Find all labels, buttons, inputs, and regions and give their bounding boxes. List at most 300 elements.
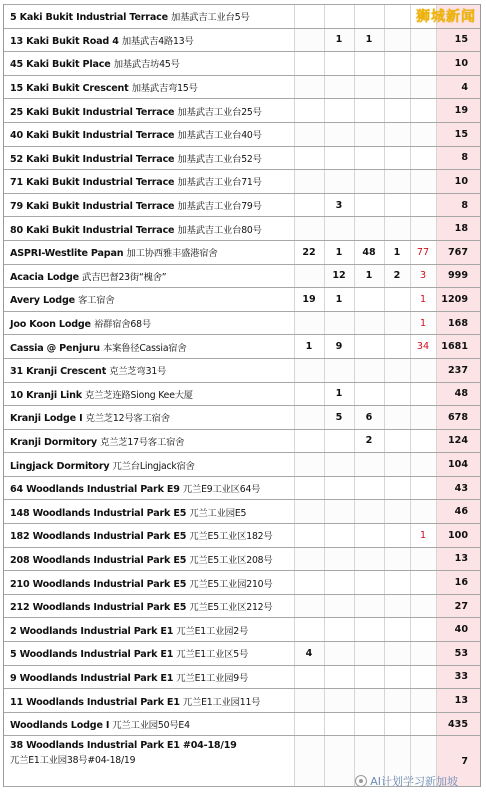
location-english-name: Avery Lodge bbox=[10, 295, 75, 307]
count-cell-5: 1 bbox=[410, 524, 436, 548]
count-cell-1 bbox=[294, 476, 324, 500]
count-cell-4 bbox=[384, 665, 410, 689]
total-cases-cell: 15 bbox=[436, 28, 480, 52]
total-cases-cell: 15 bbox=[436, 122, 480, 146]
total-cases-cell: 678 bbox=[436, 406, 480, 430]
count-cell-3 bbox=[354, 382, 384, 406]
count-cell-1 bbox=[294, 99, 324, 123]
table-row bbox=[4, 500, 480, 524]
count-cell-5 bbox=[410, 618, 436, 642]
watermark-text: AI计划学习新加坡 bbox=[370, 775, 458, 788]
count-cell-4 bbox=[384, 170, 410, 194]
location-chinese-name: 兀兰E1工业园9号 bbox=[176, 672, 249, 684]
count-cell-5 bbox=[410, 193, 436, 217]
location-english-name: Kranji Lodge I bbox=[10, 413, 83, 425]
count-cell-5 bbox=[410, 500, 436, 524]
count-cell-5 bbox=[410, 75, 436, 99]
count-cell-4 bbox=[384, 52, 410, 76]
count-cell-1 bbox=[294, 264, 324, 288]
count-cell-5 bbox=[410, 453, 436, 477]
count-cell-5 bbox=[410, 146, 436, 170]
count-cell-2 bbox=[324, 547, 354, 571]
location-english-name: 31 Kranji Crescent bbox=[10, 366, 107, 378]
total-cases-cell: 8 bbox=[436, 193, 480, 217]
table-row bbox=[4, 52, 480, 76]
location-english-name: 25 Kaki Bukit Industrial Terrace bbox=[10, 106, 175, 118]
count-cell-1 bbox=[294, 429, 324, 453]
count-cell-2 bbox=[324, 52, 354, 76]
count-cell-3 bbox=[354, 571, 384, 595]
total-cases-cell: 1681 bbox=[436, 335, 480, 359]
location-name-cell bbox=[4, 642, 294, 666]
table-row bbox=[4, 240, 480, 264]
count-cell-2 bbox=[324, 665, 354, 689]
count-cell-1 bbox=[294, 594, 324, 618]
count-cell-3 bbox=[354, 311, 384, 335]
location-name-cell bbox=[4, 382, 294, 406]
total-cases-cell: 1209 bbox=[436, 288, 480, 312]
table-row bbox=[4, 618, 480, 642]
location-english-name: Cassia @ Penjuru bbox=[10, 342, 100, 354]
location-name-cell bbox=[4, 500, 294, 524]
count-cell-3 bbox=[354, 712, 384, 736]
location-chinese-name: 克兰芝17号客工宿舍 bbox=[100, 436, 185, 448]
count-cell-3: 1 bbox=[354, 28, 384, 52]
count-cell-3 bbox=[354, 99, 384, 123]
count-cell-2 bbox=[324, 358, 354, 382]
count-cell-1 bbox=[294, 618, 324, 642]
count-cell-4 bbox=[384, 689, 410, 713]
location-chinese-name: 兀兰E9工业区64号 bbox=[182, 484, 261, 496]
location-name-cell bbox=[4, 217, 294, 241]
count-cell-4 bbox=[384, 358, 410, 382]
count-cell-2: 1 bbox=[324, 288, 354, 312]
count-cell-2 bbox=[324, 712, 354, 736]
location-name-cell bbox=[4, 52, 294, 76]
count-cell-5 bbox=[410, 170, 436, 194]
count-cell-3 bbox=[354, 193, 384, 217]
location-chinese-name: 兀兰工业园50号E4 bbox=[112, 720, 190, 732]
location-english-name: Acacia Lodge bbox=[10, 271, 79, 283]
count-cell-5: 1 bbox=[410, 311, 436, 335]
count-cell-1 bbox=[294, 712, 324, 736]
location-chinese-name: 客工宿舍 bbox=[78, 295, 115, 307]
table-row bbox=[4, 406, 480, 430]
location-chinese-name: 兀兰台Lingjack宿舍 bbox=[112, 460, 195, 472]
table-row bbox=[4, 642, 480, 666]
total-cases-cell: 53 bbox=[436, 642, 480, 666]
location-name-cell bbox=[4, 453, 294, 477]
total-cases-cell: 48 bbox=[436, 382, 480, 406]
total-cases-cell: 19 bbox=[436, 99, 480, 123]
count-cell-5 bbox=[410, 358, 436, 382]
location-chinese-name: 加基武吉工业台5号 bbox=[171, 12, 250, 24]
count-cell-3 bbox=[354, 642, 384, 666]
location-name-cell bbox=[4, 75, 294, 99]
count-cell-1 bbox=[294, 146, 324, 170]
table-row bbox=[4, 311, 480, 335]
total-cases-cell: 33 bbox=[436, 665, 480, 689]
count-cell-1 bbox=[294, 28, 324, 52]
count-cell-3: 6 bbox=[354, 406, 384, 430]
count-cell-4 bbox=[384, 500, 410, 524]
count-cell-1: 4 bbox=[294, 642, 324, 666]
count-cell-3 bbox=[354, 500, 384, 524]
location-english-name: 13 Kaki Bukit Road 4 bbox=[10, 35, 119, 47]
count-cell-2 bbox=[324, 453, 354, 477]
location-chinese-name: 兀兰E1工业园2号 bbox=[176, 625, 249, 637]
location-name-cell bbox=[4, 665, 294, 689]
location-chinese-name: 加基武吉工业台80号 bbox=[177, 224, 262, 236]
count-cell-4 bbox=[384, 453, 410, 477]
location-chinese-name: 加基武吉坊45号 bbox=[113, 59, 180, 71]
location-chinese-name: 武吉巴督23街“槐舍” bbox=[82, 271, 167, 283]
count-cell-5 bbox=[410, 28, 436, 52]
location-chinese-name: 加基武吉工业台25号 bbox=[177, 106, 262, 118]
count-cell-5: 3 bbox=[410, 264, 436, 288]
table-row bbox=[4, 571, 480, 595]
count-cell-3 bbox=[354, 170, 384, 194]
total-cases-cell: 100 bbox=[436, 524, 480, 548]
location-english-name: 10 Kranji Link bbox=[10, 389, 82, 401]
count-cell-2 bbox=[324, 99, 354, 123]
count-cell-3 bbox=[354, 288, 384, 312]
location-name-cell bbox=[4, 335, 294, 359]
count-cell-4 bbox=[384, 524, 410, 548]
count-cell-5 bbox=[410, 429, 436, 453]
count-cell-5 bbox=[410, 406, 436, 430]
count-cell-5 bbox=[410, 665, 436, 689]
table-row bbox=[4, 146, 480, 170]
location-english-name: 212 Woodlands Industrial Park E5 bbox=[10, 602, 187, 614]
count-cell-3 bbox=[354, 5, 384, 29]
count-cell-3: 48 bbox=[354, 240, 384, 264]
total-cases-cell: 16 bbox=[436, 571, 480, 595]
total-cases-cell: 43 bbox=[436, 476, 480, 500]
total-cases-cell: 46 bbox=[436, 500, 480, 524]
table-row bbox=[4, 689, 480, 713]
count-cell-5 bbox=[410, 217, 436, 241]
wechat-icon bbox=[355, 775, 367, 787]
location-name-cell bbox=[4, 28, 294, 52]
count-cell-3 bbox=[354, 217, 384, 241]
location-name-cell bbox=[4, 99, 294, 123]
location-chinese-name: 加工协西雅丰盛港宿舍 bbox=[126, 248, 218, 260]
count-cell-2 bbox=[324, 311, 354, 335]
count-cell-1 bbox=[294, 571, 324, 595]
count-cell-4 bbox=[384, 193, 410, 217]
location-name-cell bbox=[4, 571, 294, 595]
count-cell-2: 1 bbox=[324, 382, 354, 406]
count-cell-2 bbox=[324, 736, 354, 787]
table-row bbox=[4, 453, 480, 477]
location-english-name: 5 Kaki Bukit Industrial Terrace bbox=[10, 12, 168, 24]
table-row bbox=[4, 429, 480, 453]
table-row bbox=[4, 288, 480, 312]
location-name-cell bbox=[4, 712, 294, 736]
count-cell-4 bbox=[384, 217, 410, 241]
total-cases-cell: 168 bbox=[436, 311, 480, 335]
count-cell-4 bbox=[384, 642, 410, 666]
location-english-name: Lingjack Dormitory bbox=[10, 460, 110, 472]
count-cell-5 bbox=[410, 642, 436, 666]
location-english-name: 208 Woodlands Industrial Park E5 bbox=[10, 554, 187, 566]
table-row bbox=[4, 476, 480, 500]
location-name-cell bbox=[4, 193, 294, 217]
location-english-name: 182 Woodlands Industrial Park E5 bbox=[10, 531, 187, 543]
table-row bbox=[4, 358, 480, 382]
count-cell-1 bbox=[294, 193, 324, 217]
count-cell-2 bbox=[324, 476, 354, 500]
count-cell-4 bbox=[384, 476, 410, 500]
count-cell-3 bbox=[354, 524, 384, 548]
table-row bbox=[4, 264, 480, 288]
count-cell-3 bbox=[354, 335, 384, 359]
count-cell-5 bbox=[410, 547, 436, 571]
location-english-name: 15 Kaki Bukit Crescent bbox=[10, 83, 129, 95]
count-cell-4 bbox=[384, 28, 410, 52]
count-cell-4 bbox=[384, 288, 410, 312]
count-cell-5 bbox=[410, 712, 436, 736]
location-chinese-name: 兀兰E1工业区5号 bbox=[176, 649, 249, 661]
count-cell-3 bbox=[354, 453, 384, 477]
count-cell-5 bbox=[410, 476, 436, 500]
count-cell-3 bbox=[354, 122, 384, 146]
table-row bbox=[4, 594, 480, 618]
location-english-name: 40 Kaki Bukit Industrial Terrace bbox=[10, 130, 175, 142]
count-cell-3 bbox=[354, 689, 384, 713]
count-cell-3 bbox=[354, 665, 384, 689]
location-name-cell bbox=[4, 122, 294, 146]
count-cell-1 bbox=[294, 52, 324, 76]
location-english-name: 148 Woodlands Industrial Park E5 bbox=[10, 507, 187, 519]
table-row bbox=[4, 170, 480, 194]
location-english-name: Woodlands Lodge I bbox=[10, 720, 110, 732]
total-cases-cell: 18 bbox=[436, 217, 480, 241]
dormitory-cases-table-sheet bbox=[3, 4, 481, 787]
location-chinese-name: 克兰芝弯31号 bbox=[109, 366, 167, 378]
news-banner-logo: 狮城新闻 bbox=[416, 9, 476, 25]
count-cell-5: 1 bbox=[410, 288, 436, 312]
location-english-name: 80 Kaki Bukit Industrial Terrace bbox=[10, 224, 175, 236]
count-cell-1 bbox=[294, 453, 324, 477]
location-name-cell bbox=[4, 689, 294, 713]
count-cell-4 bbox=[384, 594, 410, 618]
location-name-cell bbox=[4, 5, 294, 29]
count-cell-5 bbox=[410, 382, 436, 406]
count-cell-3 bbox=[354, 476, 384, 500]
count-cell-3 bbox=[354, 618, 384, 642]
count-cell-1 bbox=[294, 5, 324, 29]
table-row bbox=[4, 28, 480, 52]
count-cell-2 bbox=[324, 170, 354, 194]
location-name-cell bbox=[4, 311, 294, 335]
total-cases-cell: 7 bbox=[436, 736, 480, 787]
count-cell-3: 1 bbox=[354, 264, 384, 288]
location-name-cell bbox=[4, 264, 294, 288]
location-name-cell bbox=[4, 288, 294, 312]
location-chinese-name: 兀兰E1工业园38号#04-18/19 bbox=[10, 755, 136, 767]
location-chinese-name: 裕群宿舍68号 bbox=[94, 319, 151, 331]
count-cell-2 bbox=[324, 429, 354, 453]
location-chinese-name: 克兰芝连路Siong Kee大厦 bbox=[85, 389, 193, 401]
location-name-cell bbox=[4, 736, 294, 787]
location-name-cell bbox=[4, 146, 294, 170]
location-chinese-name: 克兰芝12号客工宿舍 bbox=[85, 413, 170, 425]
count-cell-2 bbox=[324, 642, 354, 666]
count-cell-4: 1 bbox=[384, 240, 410, 264]
location-name-cell bbox=[4, 358, 294, 382]
count-cell-2 bbox=[324, 146, 354, 170]
count-cell-2 bbox=[324, 524, 354, 548]
count-cell-4 bbox=[384, 311, 410, 335]
location-english-name: ASPRI-Westlite Papan bbox=[10, 248, 124, 260]
count-cell-1 bbox=[294, 500, 324, 524]
location-name-cell bbox=[4, 476, 294, 500]
count-cell-4 bbox=[384, 712, 410, 736]
count-cell-1 bbox=[294, 736, 324, 787]
location-name-cell bbox=[4, 547, 294, 571]
total-cases-cell: 10 bbox=[436, 170, 480, 194]
total-cases-cell: 435 bbox=[436, 712, 480, 736]
count-cell-1 bbox=[294, 358, 324, 382]
table-row bbox=[4, 99, 480, 123]
count-cell-4: 2 bbox=[384, 264, 410, 288]
count-cell-3 bbox=[354, 547, 384, 571]
count-cell-1 bbox=[294, 170, 324, 194]
location-english-name: 79 Kaki Bukit Industrial Terrace bbox=[10, 201, 175, 213]
count-cell-2 bbox=[324, 500, 354, 524]
location-chinese-name: 加基武吉弯15号 bbox=[131, 83, 198, 95]
count-cell-5 bbox=[410, 571, 436, 595]
count-cell-1 bbox=[294, 524, 324, 548]
count-cell-4 bbox=[384, 335, 410, 359]
location-name-cell bbox=[4, 429, 294, 453]
count-cell-3 bbox=[354, 52, 384, 76]
count-cell-1 bbox=[294, 406, 324, 430]
location-english-name: 45 Kaki Bukit Place bbox=[10, 59, 111, 71]
table-row bbox=[4, 547, 480, 571]
location-chinese-name: 加基武吉工业台71号 bbox=[177, 177, 262, 189]
count-cell-2: 12 bbox=[324, 264, 354, 288]
count-cell-3 bbox=[354, 358, 384, 382]
count-cell-1 bbox=[294, 122, 324, 146]
count-cell-4 bbox=[384, 429, 410, 453]
total-cases-cell: 40 bbox=[436, 618, 480, 642]
count-cell-2 bbox=[324, 689, 354, 713]
table-row bbox=[4, 5, 480, 29]
location-english-name: Kranji Dormitory bbox=[10, 436, 97, 448]
location-chinese-name: 兀兰E1工业园11号 bbox=[182, 696, 261, 708]
count-cell-1: 22 bbox=[294, 240, 324, 264]
total-cases-cell: 13 bbox=[436, 689, 480, 713]
count-cell-3 bbox=[354, 594, 384, 618]
location-chinese-name: 本案鲁径Cassia宿舍 bbox=[102, 342, 187, 354]
count-cell-2: 1 bbox=[324, 240, 354, 264]
count-cell-2 bbox=[324, 618, 354, 642]
count-cell-1 bbox=[294, 665, 324, 689]
total-cases-cell: 104 bbox=[436, 453, 480, 477]
location-english-name: 52 Kaki Bukit Industrial Terrace bbox=[10, 153, 175, 165]
count-cell-4 bbox=[384, 382, 410, 406]
count-cell-2 bbox=[324, 75, 354, 99]
location-chinese-name: 加基武吉工业台52号 bbox=[177, 153, 262, 165]
location-chinese-name: 加基武吉工业台79号 bbox=[177, 201, 262, 213]
table-row bbox=[4, 193, 480, 217]
total-cases-cell: 10 bbox=[436, 52, 480, 76]
count-cell-4 bbox=[384, 406, 410, 430]
count-cell-4 bbox=[384, 618, 410, 642]
location-chinese-name: 加基武吉4路13号 bbox=[121, 35, 194, 47]
count-cell-5: 77 bbox=[410, 240, 436, 264]
location-chinese-name: 兀兰工业园E5 bbox=[189, 507, 247, 519]
count-cell-4 bbox=[384, 547, 410, 571]
count-cell-4 bbox=[384, 146, 410, 170]
location-english-name: 210 Woodlands Industrial Park E5 bbox=[10, 578, 187, 590]
total-cases-cell: 767 bbox=[436, 240, 480, 264]
wechat-watermark bbox=[355, 773, 458, 789]
dormitory-cases-table bbox=[4, 4, 480, 787]
location-name-cell bbox=[4, 594, 294, 618]
table-row bbox=[4, 335, 480, 359]
count-cell-5 bbox=[410, 122, 436, 146]
location-english-name: Joo Koon Lodge bbox=[10, 319, 91, 331]
count-cell-5: 34 bbox=[410, 335, 436, 359]
total-cases-cell: 124 bbox=[436, 429, 480, 453]
total-cases-cell: 237 bbox=[436, 358, 480, 382]
table-row bbox=[4, 382, 480, 406]
location-name-cell bbox=[4, 240, 294, 264]
total-cases-cell: 999 bbox=[436, 264, 480, 288]
count-cell-4 bbox=[384, 75, 410, 99]
count-cell-1: 19 bbox=[294, 288, 324, 312]
location-name-cell bbox=[4, 524, 294, 548]
location-chinese-name: 兀兰E5工业区208号 bbox=[189, 554, 273, 566]
table-body bbox=[4, 5, 480, 787]
location-chinese-name: 兀兰E5工业区212号 bbox=[189, 602, 273, 614]
count-cell-1 bbox=[294, 689, 324, 713]
location-name-cell bbox=[4, 406, 294, 430]
location-chinese-name: 兀兰E5工业区182号 bbox=[189, 531, 273, 543]
count-cell-2 bbox=[324, 122, 354, 146]
location-english-name: 11 Woodlands Industrial Park E1 bbox=[10, 696, 180, 708]
location-english-name: 5 Woodlands Industrial Park E1 bbox=[10, 649, 174, 661]
count-cell-1 bbox=[294, 311, 324, 335]
count-cell-2: 5 bbox=[324, 406, 354, 430]
count-cell-3: 2 bbox=[354, 429, 384, 453]
table-row bbox=[4, 712, 480, 736]
location-english-name: 71 Kaki Bukit Industrial Terrace bbox=[10, 177, 175, 189]
total-cases-cell: 8 bbox=[436, 146, 480, 170]
count-cell-5 bbox=[410, 594, 436, 618]
count-cell-2 bbox=[324, 217, 354, 241]
location-english-name: 64 Woodlands Industrial Park E9 bbox=[10, 484, 180, 496]
table-row bbox=[4, 665, 480, 689]
table-row bbox=[4, 122, 480, 146]
total-cases-cell: 4 bbox=[436, 75, 480, 99]
location-english-name: 9 Woodlands Industrial Park E1 bbox=[10, 672, 174, 684]
location-name-cell bbox=[4, 618, 294, 642]
count-cell-4 bbox=[384, 122, 410, 146]
count-cell-1 bbox=[294, 547, 324, 571]
count-cell-2 bbox=[324, 594, 354, 618]
count-cell-2: 3 bbox=[324, 193, 354, 217]
total-cases-cell: 27 bbox=[436, 594, 480, 618]
location-name-cell bbox=[4, 170, 294, 194]
table-row bbox=[4, 217, 480, 241]
count-cell-1 bbox=[294, 75, 324, 99]
count-cell-2: 9 bbox=[324, 335, 354, 359]
